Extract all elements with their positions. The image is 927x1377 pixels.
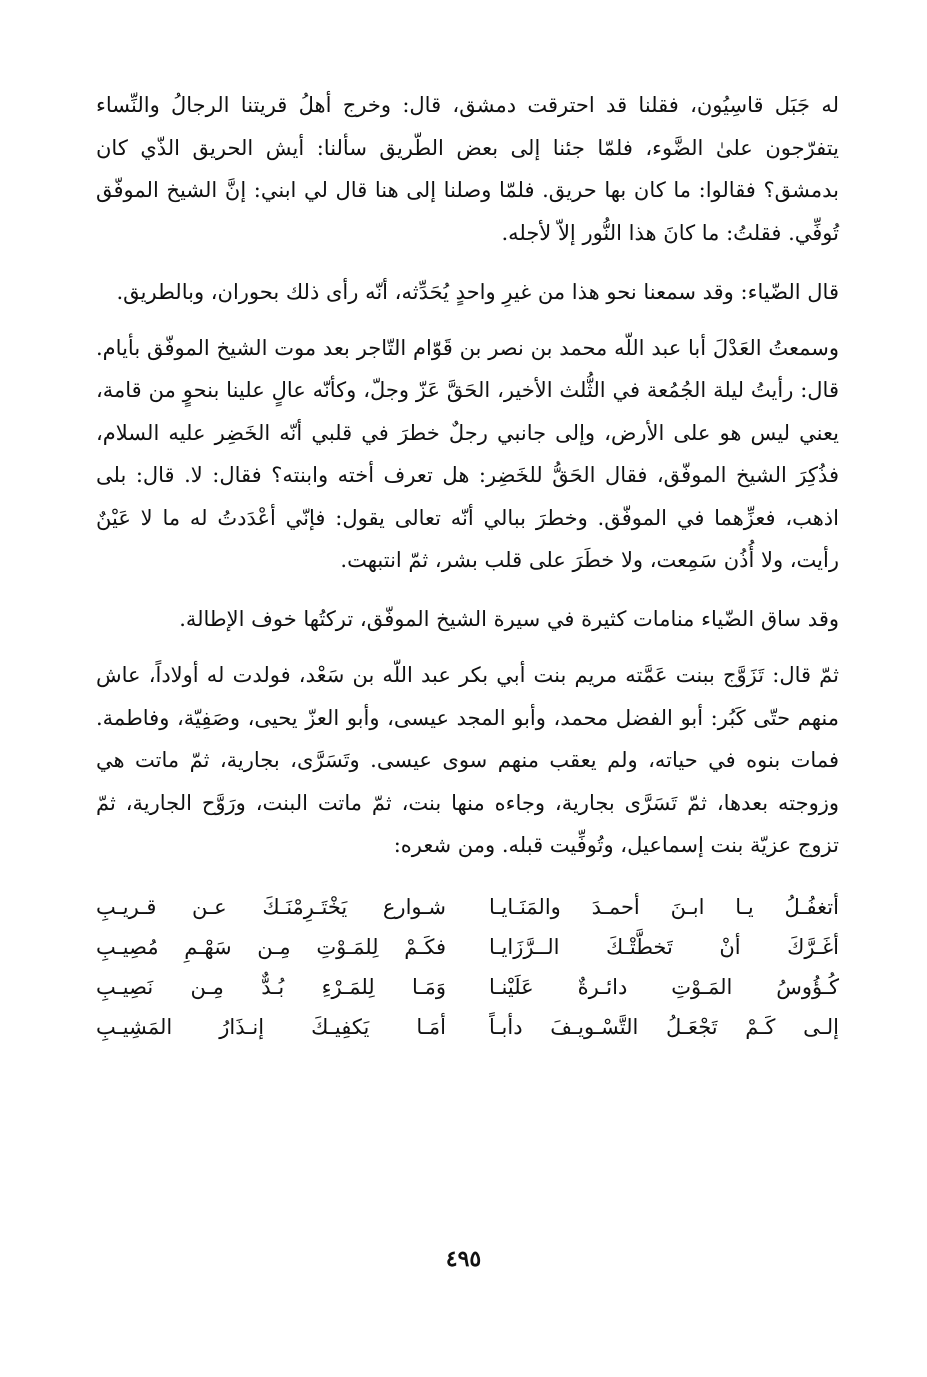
page-body	[96, 84, 839, 1294]
verse-first-hemistich: إلـى كَـمْ تَجْعَـلُ التَّسْـويـفَ دأبـاً	[489, 1014, 839, 1039]
paragraph-2: قال الضّياء: وقد سمعنا نحو هذا من غيرِ واحدٍ يُحَدِّثه، أنّه رأى ذلك بحوران، وبالطريق.	[116, 280, 839, 304]
verse-first-hemistich: أتغفُـلُ يـا ابـنَ أحمـدَ والمَنَـايـا	[489, 894, 839, 919]
paragraph-5: ثمّ قال: تَزَوَّج ببنت عَمَّته مريم بنت أبي بكر عبد اللّه بن سَعْد، فولدت له أولاداً، عاش منهم حتّى كَبُر: أبو الفضل محمد، وأبو المجد عيسى، وأبو العزّ يحيى، وصَفِيّة، وفاطمة. فمات بنوه في حياته، ولم يعقب منهم سوى عيسى. وتَسَرَّى، بجارية، ثمّ ماتت هي وزوجته بعدها، ثمّ تَسَرَّى بجارية، وجاءه منها بنت، ثمّ ماتت البنت، ورَوَّح الجارية، ثمّ تزوج عزيّة بنت إسماعيل، وتُوفِّيت قبله. ومن شعره:	[96, 663, 839, 857]
paragraph-1: له جَبَل قاسِيُون، فقلنا قد احترقت دمشق، قال: وخرج أهلُ قريتنا الرجالُ والنِّساء يتفرّجون علىٰ الضَّوء، فلمّا جئنا إلى بعض الطّريق سألنا: أيش الحريق الذّي كان بدمشق؟ فقالوا: ما كان بها حريق. فلمّا وصلنا إلى هنا قال لي ابني: إنَّ الشيخ الموفّق تُوفِّي. فقلتُ: ما كانَ هذا النُّور إلاّ لأجله.	[96, 93, 839, 245]
paragraph-4: وقد ساق الضّياء منامات كثيرة في سيرة الشيخ الموفّق، تركتُها خوف الإطالة.	[179, 606, 839, 631]
poem	[96, 887, 839, 1047]
verse-second-hemistich: فكَـمْ لِلمَـوْتِ مِـن سَهْـمِ مُصِيـبِ	[96, 934, 446, 959]
poem-verse	[96, 1007, 839, 1047]
paragraph-3: وسمعتُ العَدْلَ أبا عبد اللّه محمد بن نصر بن قَوّام التّاجر بعد موت الشيخ الموفّق بأيام. قال: رأيتُ ليلة الجُمُعة في الثُّلث الأخير، الحَقَّ عَزّ وجلّ، وكأنّه عالٍ علينا بنحوٍ من قامة، يعني ليس هو على الأرض، وإلى جانبي رجلٌ خطرَ في قلبي أنّه الخَضِر عليه السلام، فذُكِرَ الشيخ الموفّق، فقال الحَقُّ للخَضِر: هل تعرف أخته وابنته؟ فقال: لا. قال: بلى اذهب، فعزِّهما في الموفّق. وخطرَ ببالي أنّه تعالى يقول: فإنّي أعْدَدتُ له ما لا عَيْنٌ رأيت، ولا أُذُن سَمِعت، ولا خطَرَ على قلب بشر، ثمّ انتبهت.	[96, 335, 839, 572]
verse-second-hemistich: شـوارع يَخْتَـرِمْنَـكَ عـن قـريـبِ	[96, 894, 446, 919]
verse-second-hemistich: وَمَـا لِلمَـرْءِ بُـدٌّ مِـن نَصِيـبِ	[96, 974, 446, 999]
page-number: ٤٩٥	[445, 1246, 482, 1272]
verse-first-hemistich: أغَـرَّكَ أنْ تَخطَّتْـكَ الــرَّزَايـا	[489, 934, 839, 959]
poem-verse	[96, 967, 839, 1007]
poem-verse	[96, 887, 839, 927]
poem-verse	[96, 927, 839, 967]
verse-second-hemistich: أمَـا يَكفِيـكَ إنـذَارُ المَشِيـبِ	[96, 1014, 446, 1039]
verse-first-hemistich: كُـؤُوسُ المَـوْتِ دائـرةٌ عَلَيْنـا	[489, 974, 839, 999]
